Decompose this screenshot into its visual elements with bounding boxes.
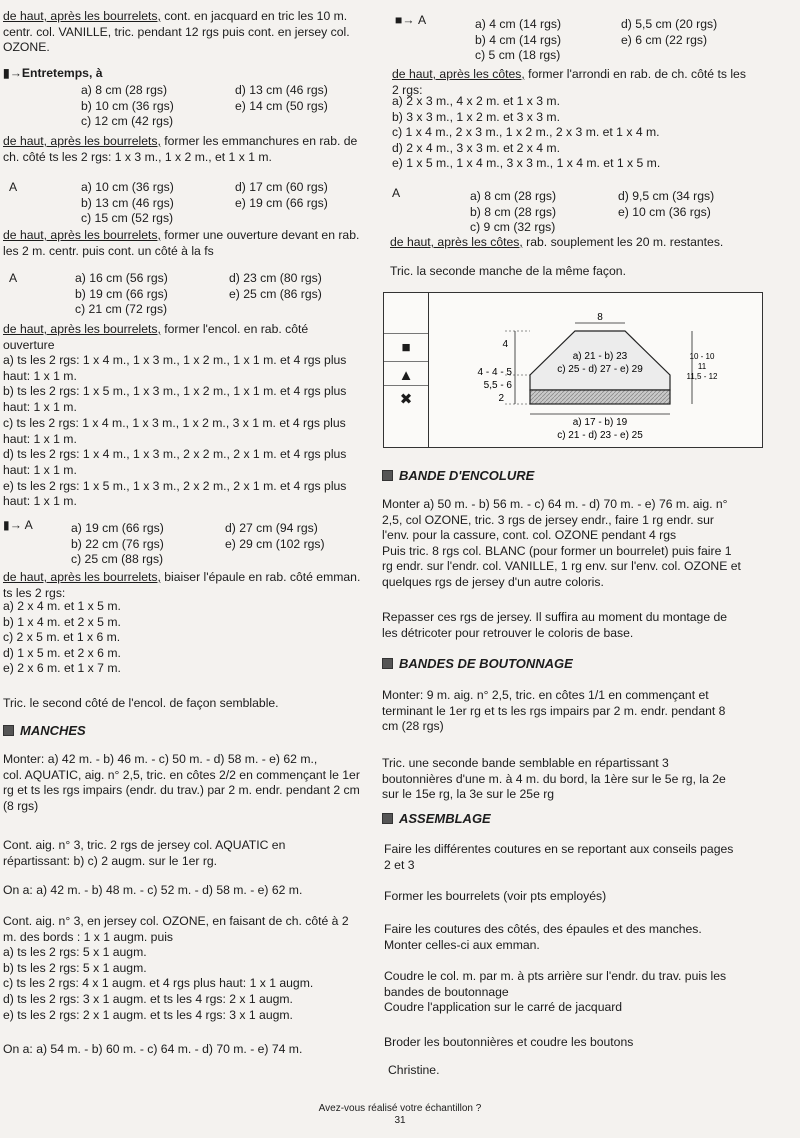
step-line: haut: 1 x 1 m. [3,494,77,509]
sleeve-diagram [383,292,763,448]
epaule-paragraph [3,570,375,601]
underlined-phrase: de haut, après les bourrelets, [3,9,161,23]
text-line: rg endr. sur l'endr. col. VANILLE, 1 rg env. sur l'env. col. OZONE et [382,559,741,574]
step-line: d) ts les 2 rgs: 1 x 4 m., 1 x 3 m., 2 x 2 m., 2 x 1 m. et 4 rgs plus [3,447,347,462]
size-d: d) 13 cm (46 rgs) [235,83,328,97]
section-square-icon [382,813,393,824]
sizes-block-3 [75,271,379,318]
sizes-block-2 [81,180,385,227]
text: ts les 2 rgs: [3,585,66,600]
text-line: Monter: a) 42 m. - b) 46 m. - c) 50 m. - d) 58 m. - e) 62 m., [3,752,318,766]
text-line: Monter celles-ci aux emman. [384,937,540,952]
dim-label: 8 [597,312,603,323]
step-line: c) 1 x 4 m., 2 x 3 m., 1 x 2 m., 2 x 3 m. et 1 x 4 m. [392,125,660,140]
epaule-steps [3,599,121,677]
size-b: b) 13 cm (46 rgs) [81,195,174,210]
symbol-column [384,293,429,447]
text-line: 2,5, col OZONE, tric. 3 rgs de jersey endr., faire 1 rg endr. sur [382,512,714,527]
underlined-phrase: de haut, après les côtes, [392,67,525,81]
square-arrow-icon: ■→ [395,13,418,27]
size-c: c) 9 cm (32 rgs) [470,220,556,235]
size-c: c) 21 cm (72 rgs) [75,302,168,317]
step-line: a) 2 x 3 m., 4 x 2 m. et 1 x 3 m. [392,94,560,108]
text-line: Monter: 9 m. aig. n° 2,5, tric. en côtes 1/1 en commençant et [382,688,709,702]
arrondi-steps [392,94,660,172]
underlined-phrase: de haut, après les côtes, [390,235,523,249]
text-line: l'env. pour la cassure, cont. col. OZONE pendant 4 rgs [382,528,677,543]
on-a2-line: On a: a) 54 m. - b) 60 m. - c) 64 m. - d) 70 m. - e) 74 m. [3,1042,303,1056]
underlined-phrase: de haut, après les bourrelets, [3,570,161,584]
arrow-icon: ▮→ [3,518,25,532]
dim-label: a) 21 - b) 23 [572,351,628,362]
sizes-block-4 [71,521,375,568]
text-line: Tric. une seconde bande semblable en répartissant 3 [382,756,669,770]
marker-a: A [417,13,427,27]
step-line: b) ts les 2 rgs: 1 x 5 m., 1 x 3 m., 1 x 2 m., 1 x 1 m. et 4 rgs plus [3,384,347,399]
step-line: d) 2 x 4 m., 3 x 3 m. et 2 x 4 m. [392,140,560,155]
boutonnage-heading [382,656,573,672]
dim-label: 11,5 - 12 [686,372,718,381]
text-line: quelques rgs de jersey d'un autre coloris. [382,574,604,589]
text-line: m. des bords : 1 x 1 augm. puis [3,929,174,944]
underlined-phrase: de haut, après les bourrelets, [3,228,161,242]
size-d: d) 27 cm (94 rgs) [225,521,318,535]
size-b: b) 19 cm (66 rgs) [75,286,168,301]
dim-label: 10 - 10 [689,352,715,361]
size-b: b) 4 cm (14 rgs) [475,32,562,47]
text-line: boutonnières d'une m. à 4 m. du bord, la 1ère sur le 5e rg, la 2e [382,771,726,786]
encolure-text [382,497,762,591]
step-line: b) 3 x 3 m., 1 x 2 m. et 3 x 3 m. [392,109,560,124]
text: ouverture [3,337,55,352]
triangle-icon: ▲ [384,361,428,388]
intro-paragraph [3,9,375,56]
entretemps-heading [3,66,103,82]
size-d: d) 23 cm (80 rgs) [229,271,322,285]
size-b: b) 10 cm (36 rgs) [81,98,174,113]
text-line: Repasser ces rgs de jersey. Il suffira au moment du montage de [382,610,728,624]
emmanchures-paragraph [3,134,375,165]
section-square-icon [3,725,14,736]
sleeve-schematic [430,293,760,447]
marker-row [395,13,426,29]
section-title: BANDES DE BOUTONNAGE [399,656,573,671]
size-d: d) 5,5 cm (20 rgs) [621,17,718,31]
text-line: les détricoter pour retrouver le coloris de base. [382,625,634,640]
text-line: Faire les différentes coutures en se reportant aux conseils pages [384,842,734,856]
size-e: e) 25 cm (86 rgs) [229,286,322,301]
manches-augm [3,914,375,1023]
size-e: e) 6 cm (22 rgs) [621,32,708,47]
size-a: a) 4 cm (14 rgs) [475,17,562,31]
size-a: a) 8 cm (28 rgs) [470,189,557,203]
text-line: Coudre l'application sur le carré de jacquard [384,1000,623,1015]
sizes-block-r2 [470,189,748,236]
size-c: c) 25 cm (88 rgs) [71,552,164,567]
page-footer [0,1103,800,1127]
manches-cont [3,838,375,869]
section-title: ASSEMBLAGE [399,811,491,826]
section-title: MANCHES [20,723,86,738]
size-e: e) 29 cm (102 rgs) [225,536,325,551]
dim-label: 4 [502,339,508,350]
size-e: e) 19 cm (66 rgs) [235,195,328,210]
text-line: Monter a) 50 m. - b) 56 m. - c) 64 m. - d) 70 m. - e) 76 m. aig. n° [382,497,728,511]
size-c: c) 5 cm (18 rgs) [475,48,561,63]
section-square-icon [382,470,393,481]
text-line: Puis tric. 8 rgs col. BLANC (pour former un bourrelet) puis faire 1 [382,543,732,558]
assemblage-item [384,889,764,905]
marker-a: A [9,271,18,285]
text-line: Cont. aig. n° 3, en jersey col. OZONE, en faisant de ch. côté à 2 [3,914,349,928]
step-line: a) ts les 2 rgs: 1 x 4 m., 1 x 3 m., 1 x 2 m., 1 x 1 m. et 4 rgs plus [3,353,347,367]
text-line: e) ts les 2 rgs: 2 x 1 augm. et ts les 4 rgs: 3 x 1 augm. [3,1007,293,1022]
manches-monter [3,752,375,814]
text: rab. souplement les 20 m. restantes. [522,235,724,249]
text: former une ouverture devant en rab. [160,228,360,242]
assemblage-item [388,1063,768,1079]
text: former l'encol. en rab. côté [160,322,309,336]
dim-label: c) 21 - d) 23 - e) 25 [557,430,643,441]
boutonnage-text-2 [382,756,762,803]
size-d: d) 9,5 cm (34 rgs) [618,189,715,203]
section-square-icon [382,658,393,669]
underlined-phrase: de haut, après les bourrelets, [3,134,161,148]
encolure-paragraph [3,322,375,353]
text-line: cm (28 rgs) [382,719,444,734]
dim-label: 5,5 - 6 [483,380,512,391]
ouverture-paragraph [3,228,375,259]
size-b: b) 8 cm (28 rgs) [470,204,557,219]
size-e: e) 10 cm (36 rgs) [618,204,711,219]
arrow-icon: ▮→ [3,66,22,80]
size-a: a) 10 cm (36 rgs) [81,180,174,194]
assemblage-item [384,842,764,873]
text: centr. col. VANILLE, tric. pendant 12 rgs puis cont. en jersey col. [3,24,350,39]
text-line: Former les bourrelets (voir pts employés) [384,889,607,903]
text-line: Faire les coutures des côtés, des épaules et des manches. [384,922,702,936]
text-line: bandes de boutonnage [384,984,509,999]
sleeve-ribbing [530,390,670,404]
text-line: Coudre le col. m. par m. à pts arrière sur l'endr. du trav. puis les [384,969,727,983]
step-line: haut: 1 x 1 m. [3,368,77,383]
size-b: b) 22 cm (76 rgs) [71,536,164,551]
step-line: d) 1 x 5 m. et 2 x 6 m. [3,645,121,660]
marker-row [3,518,33,534]
step-line: c) 2 x 5 m. et 1 x 6 m. [3,630,121,645]
rab-line [390,235,723,251]
marker-a: A [24,518,33,532]
cross-icon: ✖ [384,385,428,412]
text-line: b) ts les 2 rgs: 5 x 1 augm. [3,960,147,975]
size-e: e) 14 cm (50 rgs) [235,98,328,113]
page-number: 31 [394,1115,406,1126]
text-line: Cont. aig. n° 3, tric. 2 rgs de jersey col. AQUATIC en [3,838,286,852]
step-line: e) ts les 2 rgs: 1 x 5 m., 1 x 3 m., 2 x 2 m., 2 x 1 m. et 4 rgs plus [3,478,347,493]
step-line: a) 2 x 4 m. et 1 x 5 m. [3,599,121,613]
text: 2 rgs: [392,82,423,97]
size-c: c) 15 cm (52 rgs) [81,211,174,226]
text-line: c) ts les 2 rgs: 4 x 1 augm. et 4 rgs plus haut: 1 x 1 augm. [3,976,314,991]
text-line: a) ts les 2 rgs: 5 x 1 augm. [3,945,147,960]
boutonnage-text [382,688,762,735]
encolure-steps [3,353,375,510]
assemblage-item [384,969,764,1016]
section-title: BANDE D'ENCOLURE [399,468,535,483]
second-cote-text: Tric. le second côté de l'encol. de façon semblable. [3,696,279,710]
step-line: e) 1 x 5 m., 1 x 4 m., 3 x 3 m., 1 x 4 m. et 1 x 5 m. [392,156,661,171]
text: cont. en jacquard en tric les 10 m. [160,9,348,23]
text-line: col. AQUATIC, aig. n° 2,5, tric. en côtes 2/2 en commençant le 1er [3,767,360,782]
text-line: d) ts les 2 rgs: 3 x 1 augm. et ts les 4 rgs: 2 x 1 augm. [3,991,293,1006]
text-line: terminant le 1er rg et ts les rgs impairs par 2 m. endr. pendant 8 [382,703,726,718]
step-line: haut: 1 x 1 m. [3,400,77,415]
text: former l'arrondi en rab. de ch. côté ts les [524,67,746,81]
size-a: a) 8 cm (28 rgs) [81,83,168,97]
text-line: Broder les boutonnières et coudre les boutons [384,1035,634,1049]
text: les 2 m. centr. puis cont. un côté à la fs [3,243,214,258]
dim-label: 2 [498,393,504,404]
filled-square-icon: ■ [384,333,428,360]
sizes-block-1 [81,83,385,130]
assemblage-heading [382,811,491,827]
text-line: (8 rgs) [3,798,39,813]
text: OZONE. [3,40,50,55]
size-a: a) 19 cm (66 rgs) [71,521,164,535]
text-line: Christine. [388,1063,440,1077]
dim-label: 11 [697,362,707,371]
manches-heading [3,723,86,739]
size-a: a) 16 cm (56 rgs) [75,271,168,285]
text: Entretemps, à [21,66,103,80]
text: biaiser l'épaule en rab. côté emman. [160,570,361,584]
size-d: d) 17 cm (60 rgs) [235,180,328,194]
step-line: e) 2 x 6 m. et 1 x 7 m. [3,661,121,676]
text: ch. côté ts les 2 rgs: 1 x 3 m., 1 x 2 m., et 1 x 1 m. [3,149,272,164]
dim-label: a) 17 - b) 19 [572,417,628,428]
step-line: b) 1 x 4 m. et 2 x 5 m. [3,614,121,629]
sizes-block-r1 [475,17,751,64]
text: former les emmanchures en rab. de [160,134,358,148]
seconde-manche-text: Tric. la seconde manche de la même façon. [390,264,626,278]
text-line: sur le 15e rg, la 3e sur le 25e rg [382,787,555,802]
footer-question: Avez-vous réalisé votre échantillon ? [318,1103,482,1114]
text-line: 2 et 3 [384,857,415,872]
size-c: c) 12 cm (42 rgs) [81,114,174,129]
text-line: répartissant: b) c) 2 augm. sur le 1er rg. [3,853,218,868]
on-a-line: On a: a) 42 m. - b) 48 m. - c) 52 m. - d) 58 m. - e) 62 m. [3,883,303,897]
dim-label: 4 - 4 - 5 [477,367,512,378]
underlined-phrase: de haut, après les bourrelets, [3,322,161,336]
marker-a: A [392,186,401,200]
repasser-text [382,610,762,641]
step-line: c) ts les 2 rgs: 1 x 4 m., 1 x 3 m., 1 x 2 m., 3 x 1 m. et 4 rgs plus [3,415,346,430]
assemblage-item [384,1035,764,1051]
dim-label: c) 25 - d) 27 - e) 29 [557,364,643,375]
marker-a: A [9,180,18,194]
text-line: rg et ts les rgs impairs (endr. du trav.) par 2 m. endr. pendant 2 cm [3,783,360,798]
assemblage-item [384,922,764,953]
step-line: haut: 1 x 1 m. [3,431,77,446]
step-line: haut: 1 x 1 m. [3,462,77,477]
encolure-heading [382,468,534,484]
